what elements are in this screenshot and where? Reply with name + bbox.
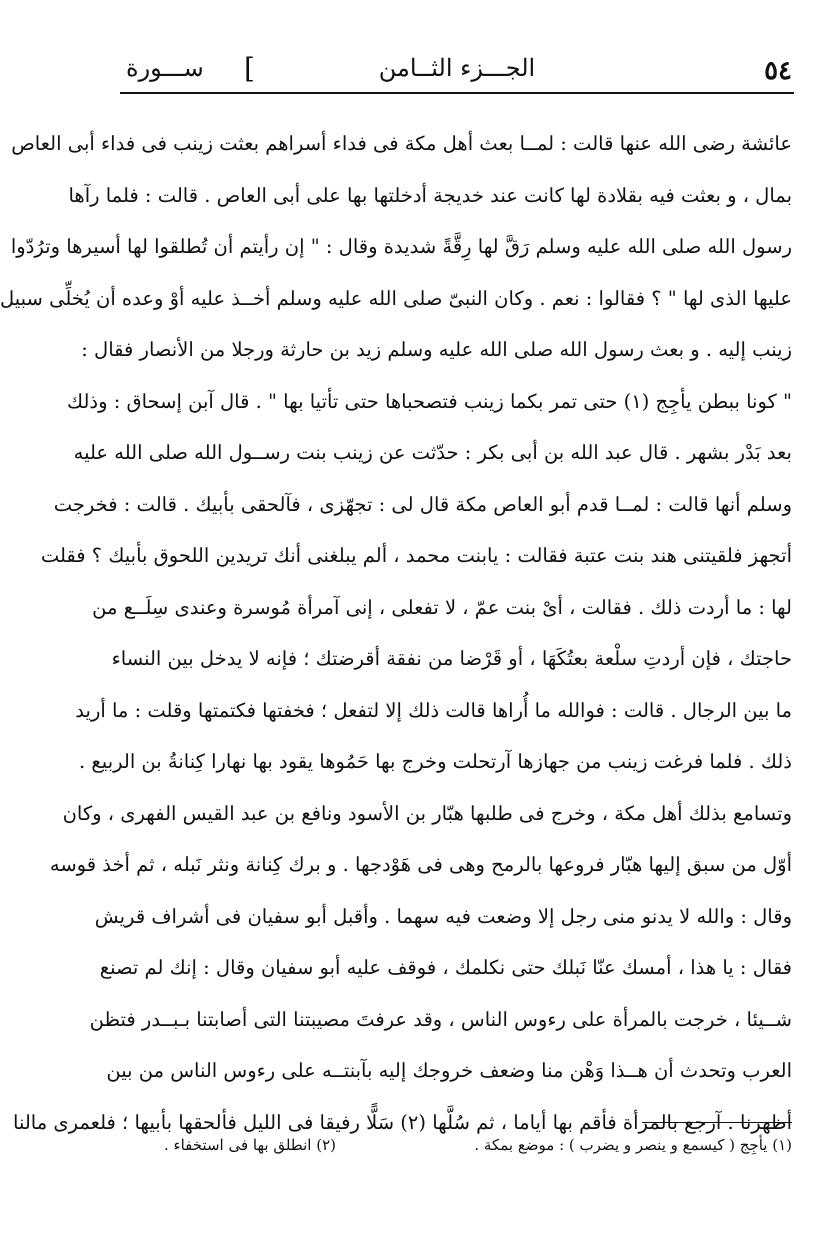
footnote-1: (١) يأجِج ( كيسمع و ينصر و يضرب ) : موضع بمكة . <box>474 1136 792 1154</box>
text-line: العرب وتحدث أن هــذا وَهْن منا وضعف خروجك إليه بآبنتــه على رءوس الناس من بين <box>106 1059 792 1082</box>
footnotes <box>164 1136 792 1166</box>
text-line: " كونا ببطن يأجِج (١) حتى تمر بكما زينب فتصحباها حتى تأتيا بها " . قال آبن إسحاق : وذلك <box>67 389 792 413</box>
text-line: أظهرنا . آرجع بالمرأة فأقم بها أياما ، ثم سُلَّها (٢) سَلًّا رفيقا فى الليل فألحقها بأبيها ؛ فلعمرى مالنا <box>13 1110 792 1134</box>
text-line: ذلك . فلما فرغت زينب من جهازها آرتحلت وخرج بها حَمُوها يقود بها نهارا كِنانةُ بن الربيع . <box>79 750 792 773</box>
text-line: عليها الذى لها " ؟ فقالوا : نعم . وكان النبىّ صلى الله عليه وسلم أخــذ عليه أوْ وعده أن يُخلِّى سبيل <box>0 286 792 310</box>
text-line: فقال : يا هذا ، أمسك عنّا نَبلك حتى نكلمك ، فوقف عليه أبو سفيان وقال : إنك لم تصنع <box>99 956 792 979</box>
text-line: حاجتك ، فإن أردتِ سلْعة بعتُكَهَا ، أو قَرْضا من نفقة أقرضتك ؛ فإنه لا يدخل بين النساء <box>111 647 792 670</box>
text-line: شــيئا ، خرجت بالمرأة على رءوس الناس ، وقد عرفتَ مصيبتنا التى أصابتنا بـبــدر فتظن <box>89 1007 792 1031</box>
text-line: وتسامع بذلك أهل مكة ، وخرج فى طلبها هبّار بن الأسود ونافع بن عبد القيس الفهرى ، وكان <box>62 801 792 825</box>
text-line: وسلم أنها قالت : لمــا قدم أبو العاص مكة قال لى : تجهّزى ، فآلحقى بأبيك . قالت : فخرجت <box>53 492 792 516</box>
footnote-2: (٢) انطلق بها فى استخفاء . <box>164 1136 336 1154</box>
body-text <box>0 118 792 1148</box>
text-line: عائشة رضى الله عنها قالت : لمــا بعث أهل مكة فى فداء أسراهم بعثت زينب فى فداء أبى العاص <box>11 132 792 155</box>
text-line: أتجهز فلقيتنى هند بنت عتبة فقالت : يابنت محمد ، ألم يبلغنى أنك تريدين اللحوق بأبيك ؟ فقلت <box>40 544 792 567</box>
text-line: ما بين الرجال . قالت : فوالله ما أُراها قالت ذلك إلا لتفعل ؛ فخفتها فكتمتها وقلت : ما أريد <box>75 698 792 722</box>
header-rule <box>120 92 794 94</box>
surah-bracket: ] <box>244 52 255 85</box>
text-line: أوّل من سبق إليها هبّار فروعها بالرمح وهى فى هَوْدجها . و برك كِنانة ونثر نَبله ، ثم أخذ قوسه <box>49 853 792 876</box>
text-line: بعد بَدْر بشهر . قال عبد الله بن أبى بكر : حدّثت عن زينب بنت رســول الله صلى الله عليه <box>73 441 792 464</box>
surah-label: ســـورة <box>126 54 204 82</box>
text-line: رسول الله صلى الله عليه وسلم رَقَّ لها رِقَّةً شديدة وقال : " إن رأيتم أن تُطلقوا لها أسيرها وترُدّوا <box>10 235 792 258</box>
footnote-rule <box>642 1122 792 1123</box>
part-title: الجـــزء الثــامن <box>378 54 536 82</box>
page-number: ٥٤ <box>764 56 792 86</box>
text-line: بمال ، و بعثت فيه بقلادة لها كانت عند خديجة أدخلتها بها على أبى العاص . قالت : فلما رآها <box>68 183 792 207</box>
text-line: زينب إليه . و بعث رسول الله صلى الله عليه وسلم زيد بن حارثة ورجلا من الأنصار فقال : <box>81 338 792 361</box>
text-line: وقال : والله لا يدنو منى رجل إلا وضعت فيه سهما . وأقبل أبو سفيان فى أشراف قريش <box>94 904 792 928</box>
text-line: لها : ما أردت ذلك . فقالت ، أىْ بنت عمّ ، لا تفعلى ، إنى آمرأة مُوسرة وعندى سِلَــع من <box>92 595 792 619</box>
running-header <box>122 52 792 92</box>
